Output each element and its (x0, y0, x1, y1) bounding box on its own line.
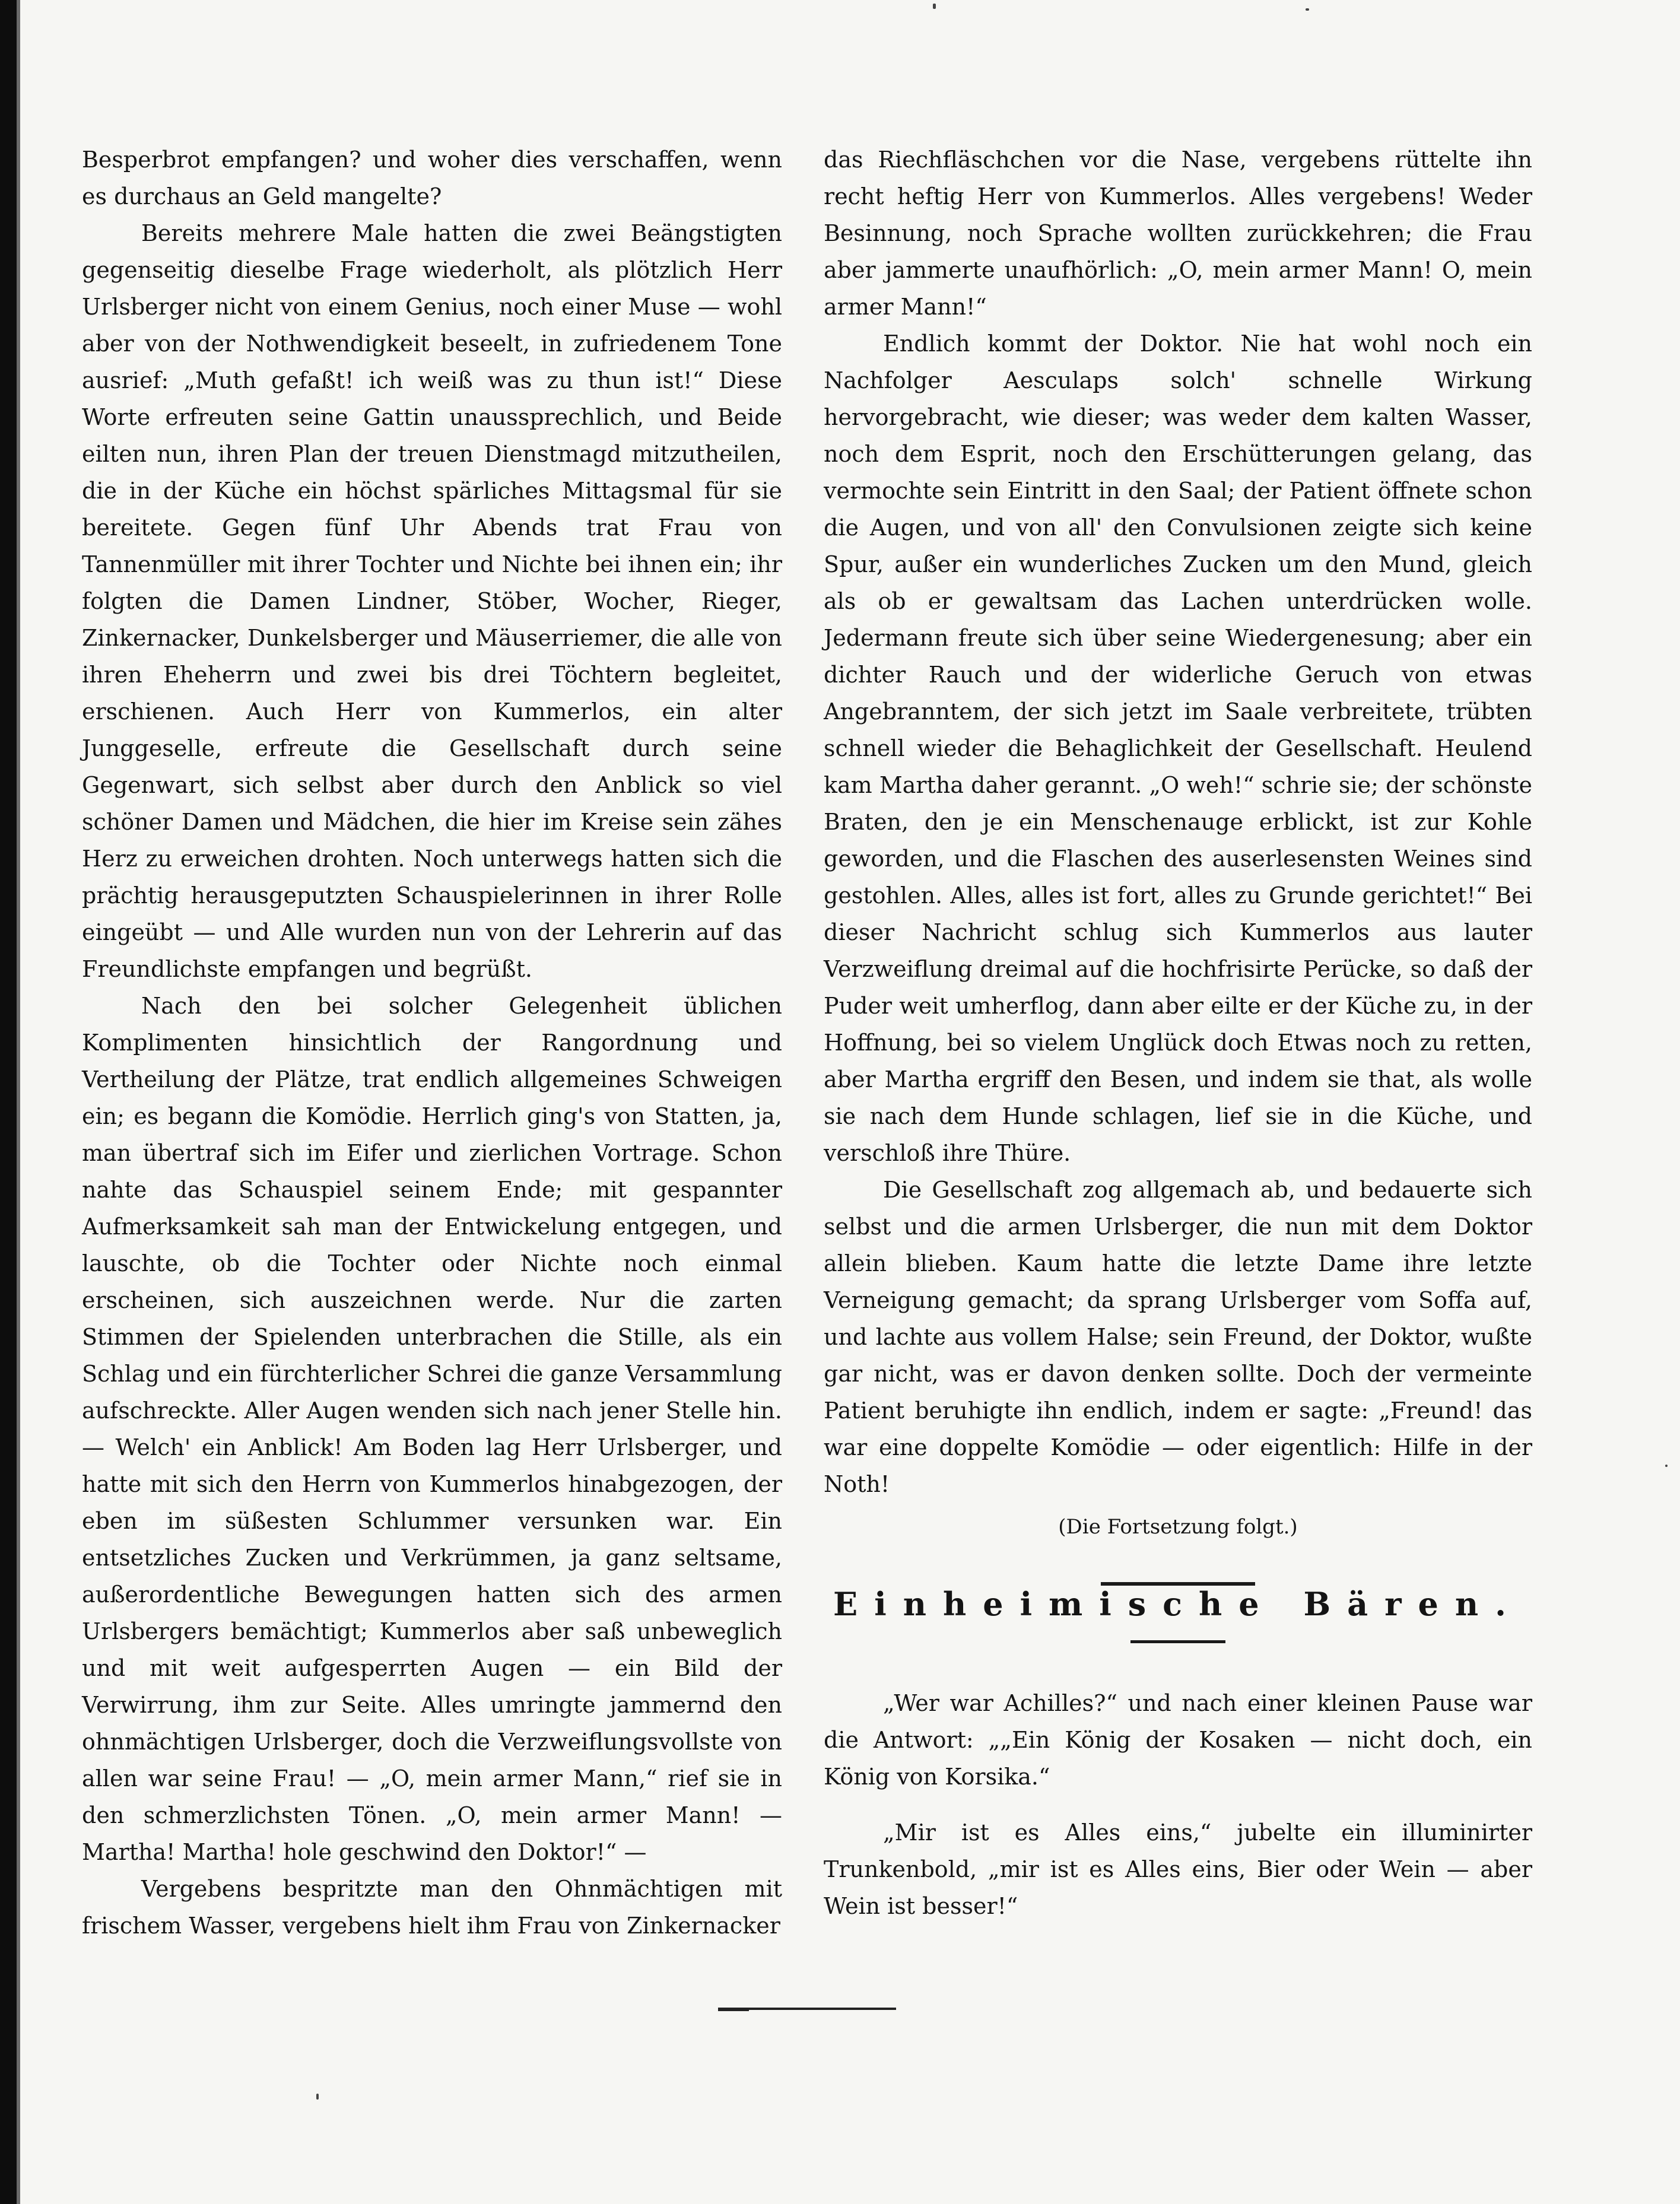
paragraph: Nach den bei solcher Gelegenheit üblichen Komplimenten hinsichtlich der Rangordnung und Vertheilung der Plätze, trat endlich allgemeines Schweigen ein; es begann die Komödie. Herrlich ging's von Statten, ja, man übertraf sich im Eifer und zierlichen Vortrage. Schon nahte das Schauspiel seinem Ende; mit gespannter Aufmerksamkeit sah man der Entwickelung entgegen, und lauschte, ob die Tochter oder Nichte noch einmal erscheinen, sich auszeichnen werde. Nur die zarten Stimmen der Spielenden unterbrachen die Stille, als ein Schlag und ein fürchterlicher Schrei die ganze Versammlung aufschreckte. Aller Augen wenden sich nach jener Stelle hin. — Welch' ein Anblick! Am Boden lag Herr Urlsberger, und hatte mit sich den Herrn von Kummerlos hinabgezogen, der eben im süßesten Schlummer versunken war. Ein entsetzliches Zucken und Verkrümmen, ja ganz seltsame, außerordentliche Bewegungen hatten sich des armen Urlsbergers bemächtigt; Kummerlos aber saß unbeweglich und mit weit aufgesperrten Augen — ein Bild der Verwirrung, ihm zur Seite. Alles umringte jammernd den ohnmächtigen Urlsberger, doch die Verzweiflungsvollste von allen war seine Frau! — „O, mein armer Mann,“ rief sie in den schmerzlichsten Tönen. „O, mein armer Mann! — Martha! Martha! hole geschwind den Doktor!“ — (82, 993, 782, 1865)
scan-speck (933, 4, 936, 9)
anecdote-paragraph: „Mir ist es Alles eins,“ jubelte ein illuminirter Trunkenbold, „mir ist es Alles eins, Bier oder Wein — aber Wein ist besser!“ (824, 1819, 1532, 1919)
anecdote-paragraph: „Wer war Achilles?“ und nach einer kleinen Pause war die Antwort: „„Ein König der Kosaken — nicht doch, ein König von Korsika.“ (824, 1690, 1532, 1790)
paragraph: Endlich kommt der Doktor. Nie hat wohl noch ein Nachfolger Aesculaps solch' schnelle Wirkung hervorgebracht, wie dieser; was weder dem kalten Wasser, noch dem Esprit, noch den Erschütterungen gelang, das vermochte sein Eintritt in den Saal; der Patient öffnete schon die Augen, und von all' den Convulsionen zeigte sich keine Spur, außer ein wunderliches Zucken um den Mund, gleich als ob er gewaltsam das Lachen unterdrücken wolle. Jedermann freute sich über seine Wiedergenesung; aber ein dichter Rauch und der widerliche Geruch von etwas Angebranntem, der sich jetzt im Saale verbreitete, trübten schnell wieder die Behaglichkeit der Gesellschaft. Heulend kam Martha daher gerannt. „O weh!“ schrie sie; der schönste Braten, den je ein Menschenauge erblickt, ist zur Kohle geworden, und die Flaschen des auserlesensten Weines sind gestohlen. Alles, alles ist fort, alles zu Grunde gerichtet!“ Bei dieser Nachricht schlug sich Kummerlos aus lauter Verzweiflung dreimal auf die hochfrisirte Perücke, so daß der Puder weit umherflog, dann aber eilte er der Küche zu, in der Hoffnung, bei so vielem Unglück doch Etwas noch zu retten, aber Martha ergriff den Besen, und indem sie that, als wolle sie nach dem Hunde schlagen, lief sie in die Küche, und verschloß ihre Thüre. (824, 331, 1532, 1166)
paragraph: Besperbrot empfangen? und woher dies verschaffen, wenn es durchaus an Geld mangelte? (82, 147, 782, 209)
paragraph: Vergebens bespritzte man den Ohnmächtigen mit frischem Wasser, vergebens hielt ihm Frau von Zinkernacker (82, 1876, 782, 1939)
section-title: Einheimische Bären. (833, 1585, 1523, 1623)
continuation-note: (Die Fortsetzung folgt.) (1058, 1515, 1298, 1539)
paragraph: Bereits mehrere Male hatten die zwei Beängstigten gegenseitig dieselbe Frage wiederholt, als plötzlich Herr Urlsberger nicht von einem Genius, noch einer Muse — wohl aber von der Nothwendigkeit beseelt, in zufriedenem Tone ausrief: „Muth gefaßt! ich weiß was zu thun ist!“ Diese Worte erfreuten seine Gattin unaussprechlich, und Beide eilten nun, ihren Plan der treuen Dienstmagd mitzutheilen, die in der Küche ein höchst spärliches Mittagsmal für sie bereitete. Gegen fünf Uhr Abends trat Frau von Tannenmüller mit ihrer Tochter und Nichte bei ihnen ein; ihr folgten die Damen Lindner, Stöber, Wocher, Rieger, Zinkernacker, Dunkelsberger und Mäuserriemer, die alle von ihren Eheherrn und zwei bis drei Töchtern begleitet, erschienen. Auch Herr von Kummerlos, ein alter Junggeselle, erfreute die Gesellschaft durch seine Gegenwart, sich selbst aber durch den Anblick so viel schöner Damen und Mädchen, die hier im Kreise sein zähes Herz zu erweichen drohten. Noch unterwegs hatten sich die prächtig herausgeputzten Schauspielerinnen in ihrer Rolle eingeübt — und Alle wurden nun von der Lehrerin auf das Freundlichste empfangen und begrüßt. (82, 220, 782, 982)
scan-binding-edge (0, 0, 17, 2204)
paragraph: das Riechfläschchen vor die Nase, vergebens rüttelte ihn recht heftig Herr von Kummerlos. Alles vergebens! Weder Besinnung, noch Sprache wollten zurückkehren; die Frau aber jammerte unaufhörlich: „O, mein armer Mann! O, mein armer Mann!“ (824, 147, 1532, 320)
scan-speck (1306, 8, 1309, 11)
title-underline (1130, 1640, 1225, 1643)
right-text-column (824, 141, 1532, 1924)
scan-speck (1665, 1465, 1668, 1467)
footer-rule-mark (718, 2008, 749, 2011)
paragraph: Die Gesellschaft zog allgemach ab, und bedauerte sich selbst und die armen Urlsberger, die nun mit dem Doktor allein blieben. Kaum hatte die letzte Dame ihre letzte Verneigung gemacht; da sprang Urlsberger vom Soffa auf, und lachte aus vollem Halse; sein Freund, der Doktor, wußte gar nicht, was er davon denken sollte. Doch der vermeinte Patient beruhigte ihn endlich, indem er sagte: „Freund! das war eine doppelte Komödie — oder eigentlich: Hilfe in der Noth! (824, 1177, 1532, 1497)
scan-speck (316, 2094, 319, 2100)
scan-binding-shadow (17, 0, 20, 2204)
left-text-column (82, 141, 782, 1944)
